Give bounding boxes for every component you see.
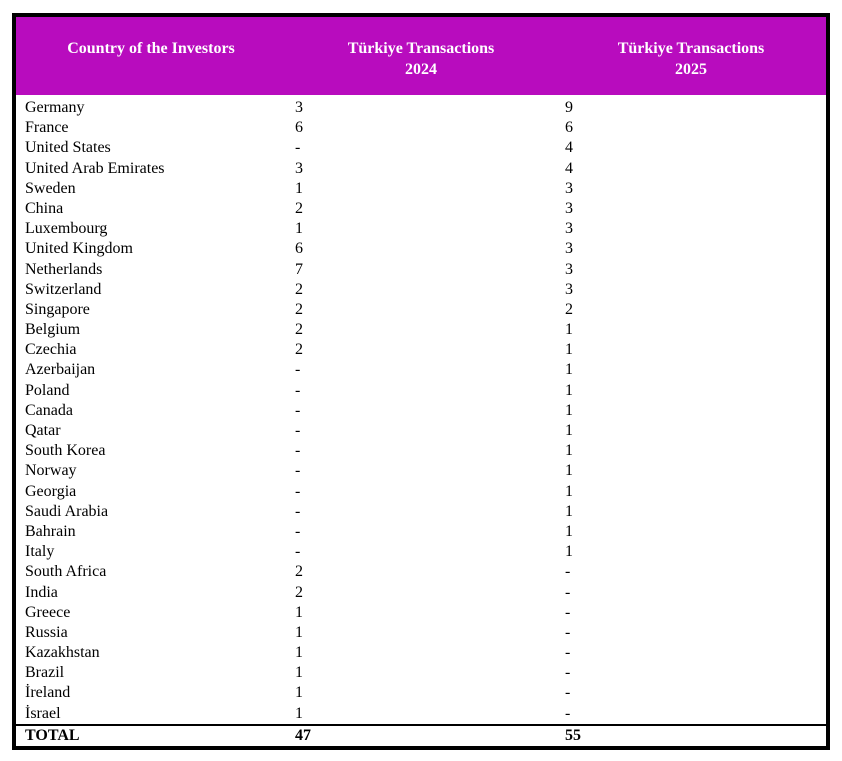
transactions-2025-cell: 3 <box>565 179 573 197</box>
transactions-2024-cell: 1 <box>295 179 303 197</box>
country-cell: Czechia <box>25 341 77 359</box>
table-total-row <box>16 724 826 746</box>
transactions-2025-cell: 1 <box>565 482 573 500</box>
total-2024-value: 47 <box>295 726 311 744</box>
transactions-2025-cell: 4 <box>565 139 573 157</box>
transactions-2024-cell: 2 <box>295 583 303 601</box>
table-row <box>16 138 826 158</box>
transactions-2025-cell: - <box>565 563 571 581</box>
transactions-2025-cell: 1 <box>565 462 573 480</box>
country-cell: Norway <box>25 462 77 480</box>
table-row <box>16 603 826 623</box>
transactions-2024-cell: 6 <box>295 119 303 137</box>
country-cell: United Kingdom <box>25 240 133 258</box>
transactions-2024-cell: 1 <box>295 664 303 682</box>
transactions-2025-cell: 3 <box>565 240 573 258</box>
transactions-2025-cell: 1 <box>565 381 573 399</box>
transactions-2024-cell: 2 <box>295 199 303 217</box>
transactions-2025-cell: 4 <box>565 159 573 177</box>
table-row <box>16 683 826 703</box>
transactions-2024-cell: 2 <box>295 321 303 339</box>
country-cell: Singapore <box>25 300 90 318</box>
table-row <box>16 98 826 118</box>
transactions-2025-cell: - <box>565 603 571 621</box>
transactions-2025-cell: 1 <box>565 422 573 439</box>
country-cell: South Korea <box>25 442 106 460</box>
transactions-2024-cell: 1 <box>295 603 303 621</box>
country-cell: Switzerland <box>25 280 102 298</box>
table-row <box>16 482 826 502</box>
total-label: TOTAL <box>25 726 80 744</box>
transactions-2025-cell: 3 <box>565 220 573 238</box>
transactions-2024-cell: 1 <box>295 220 303 238</box>
table-row <box>16 179 826 199</box>
table-row <box>16 704 826 724</box>
table-row <box>16 219 826 239</box>
transactions-2025-cell: 1 <box>565 401 573 419</box>
transactions-2024-cell: - <box>295 482 301 500</box>
table-row <box>16 522 826 542</box>
country-cell: Greece <box>25 603 71 621</box>
country-cell: Brazil <box>25 664 65 682</box>
transactions-2024-cell: 7 <box>295 260 303 278</box>
country-cell: Georgia <box>25 482 77 500</box>
country-cell: United States <box>25 139 111 157</box>
header-transactions-2025-year: 2025 <box>675 61 707 78</box>
table-body <box>16 95 826 724</box>
transactions-2025-cell: - <box>565 684 571 702</box>
table-row <box>16 583 826 603</box>
header-transactions-2025-title: Türkiye Transactions <box>617 40 765 57</box>
transactions-2024-cell: 1 <box>295 684 303 702</box>
country-cell: Bahrain <box>25 522 76 540</box>
table-row <box>16 300 826 320</box>
country-cell: Sweden <box>25 179 76 197</box>
country-cell: Belgium <box>25 321 81 339</box>
country-cell: İreland <box>25 684 71 702</box>
country-cell: Russia <box>25 623 68 641</box>
table-row <box>16 360 826 380</box>
header-transactions-2024 <box>286 17 556 95</box>
transactions-2025-cell: 1 <box>565 321 573 339</box>
transactions-2025-cell: 3 <box>565 199 573 217</box>
transactions-2024-cell: - <box>295 502 301 520</box>
transactions-2024-cell: 2 <box>295 300 303 318</box>
transactions-2025-cell: - <box>565 583 571 601</box>
table-row <box>16 381 826 401</box>
header-country-label: Country of the Investors <box>67 40 235 57</box>
table-row <box>16 542 826 562</box>
table-row <box>16 260 826 280</box>
transactions-2025-cell: 9 <box>565 99 573 116</box>
transactions-2024-cell: 2 <box>295 280 303 298</box>
transactions-2025-cell: 2 <box>565 300 573 318</box>
transactions-2025-cell: - <box>565 664 571 682</box>
table-row <box>16 421 826 441</box>
transactions-2025-cell: 1 <box>565 522 573 540</box>
table-row <box>16 502 826 522</box>
table-row <box>16 280 826 300</box>
table-row <box>16 320 826 340</box>
table-row <box>16 441 826 461</box>
country-cell: Poland <box>25 381 70 399</box>
country-cell: Kazakhstan <box>25 644 100 662</box>
transactions-2024-cell: 1 <box>295 623 303 641</box>
table-row <box>16 199 826 219</box>
transactions-2024-cell: - <box>295 401 301 419</box>
country-cell: Netherlands <box>25 260 103 278</box>
transactions-2025-cell: 1 <box>565 341 573 359</box>
transactions-2024-cell: - <box>295 361 301 379</box>
transactions-2024-cell: - <box>295 422 301 439</box>
transactions-2024-cell: - <box>295 522 301 540</box>
transactions-2024-cell: - <box>295 139 301 157</box>
table-row <box>16 643 826 663</box>
transactions-2024-cell: - <box>295 462 301 480</box>
table-row <box>16 562 826 582</box>
transactions-2024-cell: 2 <box>295 341 303 359</box>
transactions-2024-cell: 3 <box>295 99 303 116</box>
country-cell: South Africa <box>25 563 107 581</box>
table-row <box>16 239 826 259</box>
transactions-2025-cell: 3 <box>565 260 573 278</box>
country-cell: İsrael <box>25 704 61 722</box>
transactions-2025-cell: 1 <box>565 361 573 379</box>
country-cell: India <box>25 583 58 601</box>
transactions-2024-cell: 2 <box>295 563 303 581</box>
table-row <box>16 663 826 683</box>
transactions-2025-cell: 1 <box>565 442 573 460</box>
header-transactions-2024-year: 2024 <box>405 61 437 78</box>
transactions-2025-cell: 1 <box>565 502 573 520</box>
country-cell: China <box>25 199 64 217</box>
transactions-2025-cell: - <box>565 644 571 662</box>
header-transactions-2025 <box>556 17 826 95</box>
transactions-2025-cell: 1 <box>565 543 573 561</box>
transactions-2025-cell: 3 <box>565 280 573 298</box>
total-2025-value: 55 <box>565 726 581 744</box>
country-cell: Canada <box>25 401 73 419</box>
country-cell: Saudi Arabia <box>25 502 109 520</box>
header-country <box>16 17 286 95</box>
header-transactions-2024-title: Türkiye Transactions <box>347 40 495 57</box>
country-cell: Qatar <box>25 422 61 439</box>
table-row <box>16 159 826 179</box>
transactions-2024-cell: 1 <box>295 644 303 662</box>
country-cell: Germany <box>25 99 85 116</box>
transactions-2024-cell: 1 <box>295 704 303 722</box>
country-cell: France <box>25 119 69 137</box>
transactions-2025-cell: - <box>565 623 571 641</box>
country-cell: Azerbaijan <box>25 361 96 379</box>
transactions-2024-cell: 3 <box>295 159 303 177</box>
country-cell: United Arab Emirates <box>25 159 165 177</box>
transactions-2024-cell: - <box>295 381 301 399</box>
transactions-2024-cell: - <box>295 442 301 460</box>
transactions-2025-cell: - <box>565 704 571 722</box>
table-row <box>16 623 826 643</box>
transactions-2025-cell: 6 <box>565 119 573 137</box>
transactions-2024-cell: 6 <box>295 240 303 258</box>
table-row <box>16 401 826 421</box>
investors-table <box>12 13 830 750</box>
table-row <box>16 340 826 360</box>
country-cell: Luxembourg <box>25 220 108 238</box>
table-row <box>16 461 826 481</box>
country-cell: Italy <box>25 543 55 561</box>
transactions-2024-cell: - <box>295 543 301 561</box>
table-row <box>16 118 826 138</box>
table-header-row <box>16 17 826 95</box>
